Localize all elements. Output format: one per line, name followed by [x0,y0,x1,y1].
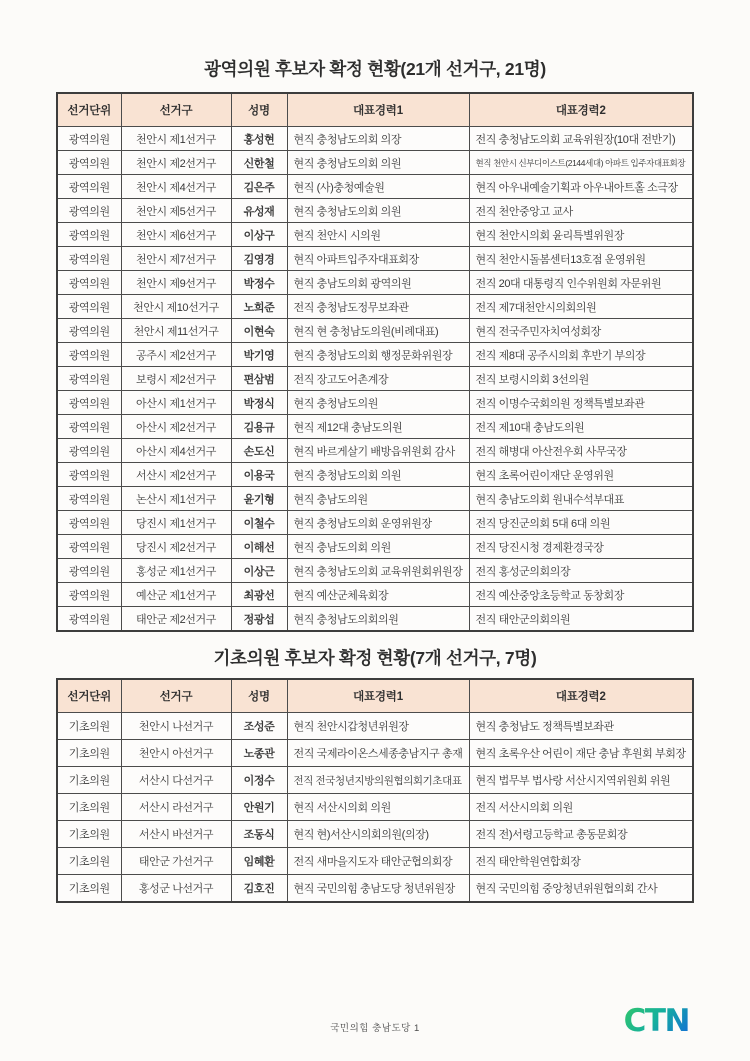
cell-district: 홍성군 제1선거구 [121,559,231,583]
cell-candidate-name: 이상구 [231,223,287,247]
cell-career-1: 현직 충남도의회 의원 [287,535,469,559]
cell-candidate-name: 신한철 [231,151,287,175]
cell-unit: 광역의원 [57,295,121,319]
column-header: 대표경력1 [287,93,469,127]
cell-district: 서산시 바선거구 [121,821,231,848]
table-row [57,415,693,439]
cell-unit: 광역의원 [57,319,121,343]
table-row [57,848,693,875]
cell-district: 아산시 제4선거구 [121,439,231,463]
cell-candidate-name: 최광선 [231,583,287,607]
cell-unit: 광역의원 [57,415,121,439]
table-row [57,767,693,794]
table-header-row [57,93,693,127]
cell-career-2: 전직 제10대 충남도의원 [469,415,693,439]
cell-career-2: 현직 아우내예술기획과 아우내아트홀 소극장 [469,175,693,199]
cell-district: 당진시 제2선거구 [121,535,231,559]
cell-candidate-name: 김영경 [231,247,287,271]
cell-district: 서산시 라선거구 [121,794,231,821]
cell-district: 천안시 나선거구 [121,713,231,740]
cell-candidate-name: 편삼범 [231,367,287,391]
column-header: 대표경력1 [287,679,469,713]
cell-unit: 광역의원 [57,391,121,415]
cell-district: 천안시 제1선거구 [121,127,231,151]
cell-unit: 광역의원 [57,151,121,175]
basic-candidates-table [56,678,694,903]
cell-district: 아산시 제1선거구 [121,391,231,415]
table-row [57,367,693,391]
cell-career-1: 현직 충청남도의회 의원 [287,151,469,175]
cell-career-2: 전직 전)서령고등학교 총동문회장 [469,821,693,848]
cell-candidate-name: 박정식 [231,391,287,415]
column-header: 성명 [231,93,287,127]
cell-candidate-name: 이해선 [231,535,287,559]
cell-district: 천안시 제11선거구 [121,319,231,343]
cell-career-2: 전직 천안중앙고 교사 [469,199,693,223]
cell-district: 당진시 제1선거구 [121,511,231,535]
table-row [57,583,693,607]
cell-career-1: 현직 제12대 충남도의원 [287,415,469,439]
cell-unit: 기초의원 [57,767,121,794]
cell-district: 태안군 가선거구 [121,848,231,875]
cell-unit: 광역의원 [57,607,121,632]
cell-career-1: 현직 아파트입주자대표회장 [287,247,469,271]
cell-career-2: 전직 20대 대통령직 인수위원회 자문위원 [469,271,693,295]
cell-district: 아산시 제2선거구 [121,415,231,439]
cell-career-2: 전직 제8대 공주시의회 후반기 부의장 [469,343,693,367]
cell-career-2: 전직 당진시청 경제환경국장 [469,535,693,559]
cell-career-2: 현직 전국주민자치여성회장 [469,319,693,343]
cell-district: 천안시 제9선거구 [121,271,231,295]
cell-district: 천안시 제6선거구 [121,223,231,247]
cell-unit: 기초의원 [57,848,121,875]
cell-unit: 광역의원 [57,559,121,583]
cell-candidate-name: 조동식 [231,821,287,848]
cell-career-2: 전직 충청남도의회 교육위원장(10대 전반기) [469,127,693,151]
table-row [57,391,693,415]
column-header: 성명 [231,679,287,713]
cell-candidate-name: 안원기 [231,794,287,821]
cell-career-1: 현직 서산시의회 의원 [287,794,469,821]
table-row [57,607,693,632]
cell-candidate-name: 정광섭 [231,607,287,632]
cell-career-2: 전직 제7대천안시의회의원 [469,295,693,319]
column-header: 선거단위 [57,679,121,713]
cell-career-2: 현직 천안시 신부디이스트(2144세대) 아파트 입주자대표회장 [469,151,693,175]
cell-unit: 광역의원 [57,535,121,559]
cell-candidate-name: 박기영 [231,343,287,367]
table-row [57,439,693,463]
table-row [57,511,693,535]
cell-candidate-name: 이용국 [231,463,287,487]
column-header: 선거구 [121,93,231,127]
cell-unit: 광역의원 [57,439,121,463]
cell-unit: 광역의원 [57,367,121,391]
cell-career-2: 현직 국민의힘 중앙청년위원협의회 간사 [469,875,693,903]
cell-candidate-name: 이상근 [231,559,287,583]
table-body [57,713,693,903]
cell-candidate-name: 이현숙 [231,319,287,343]
cell-unit: 기초의원 [57,740,121,767]
cell-district: 천안시 제10선거구 [121,295,231,319]
table-row [57,713,693,740]
cell-career-2: 전직 해병대 아산전우회 사무국장 [469,439,693,463]
cell-district: 홍성군 나선거구 [121,875,231,903]
cell-unit: 광역의원 [57,583,121,607]
cell-candidate-name: 이철수 [231,511,287,535]
cell-district: 보령시 제2선거구 [121,367,231,391]
cell-district: 공주시 제2선거구 [121,343,231,367]
table-row [57,175,693,199]
cell-career-2: 현직 천안시의회 윤리특별위원장 [469,223,693,247]
cell-career-1: 현직 충남도의원 [287,487,469,511]
cell-district: 천안시 제2선거구 [121,151,231,175]
cell-candidate-name: 임혜환 [231,848,287,875]
table-row [57,463,693,487]
cell-unit: 광역의원 [57,127,121,151]
cell-unit: 기초의원 [57,794,121,821]
cell-unit: 광역의원 [57,247,121,271]
cell-district: 논산시 제1선거구 [121,487,231,511]
cell-career-1: 현직 충남도의회 광역의원 [287,271,469,295]
table-row [57,295,693,319]
cell-career-1: 현직 천안시 시의원 [287,223,469,247]
footer-page-label: 국민의힘 충남도당 1 [330,1023,420,1034]
ctn-logo: CTN [623,1003,689,1039]
cell-unit: 광역의원 [57,343,121,367]
cell-district: 천안시 아선거구 [121,740,231,767]
table-row [57,343,693,367]
cell-unit: 광역의원 [57,463,121,487]
table-row [57,740,693,767]
cell-career-2: 전직 보령시의회 3선의원 [469,367,693,391]
provincial-table-title: 광역의원 후보자 확정 현황(21개 선거구, 21명) [204,59,546,79]
cell-career-1: 현직 현 충청남도의원(비례대표) [287,319,469,343]
cell-district: 천안시 제7선거구 [121,247,231,271]
cell-career-2: 현직 법무부 법사랑 서산시지역위원회 위원 [469,767,693,794]
cell-district: 서산시 다선거구 [121,767,231,794]
column-header: 선거단위 [57,93,121,127]
cell-career-2: 전직 태안군의회의원 [469,607,693,632]
cell-career-1: 현직 현)서산시의회의원(의장) [287,821,469,848]
cell-career-2: 전직 예산중앙초등학교 동창회장 [469,583,693,607]
cell-career-1: 전직 새마을지도자 태안군협의회장 [287,848,469,875]
cell-unit: 기초의원 [57,713,121,740]
cell-career-1: 현직 충청남도의회의원 [287,607,469,632]
cell-career-1: 현직 천안시갑청년위원장 [287,713,469,740]
cell-district: 천안시 제4선거구 [121,175,231,199]
cell-career-2: 전직 당진군의회 5대 6대 의원 [469,511,693,535]
cell-career-2: 전직 홍성군의회의장 [469,559,693,583]
cell-career-1: 전직 충청남도정무보좌관 [287,295,469,319]
provincial-candidates-table [56,92,694,632]
cell-candidate-name: 노희준 [231,295,287,319]
cell-candidate-name: 홍성현 [231,127,287,151]
cell-career-1: 현직 예산군체육회장 [287,583,469,607]
cell-candidate-name: 김용규 [231,415,287,439]
basic-table-title: 기초의원 후보자 확정 현황(7개 선거구, 7명) [213,648,537,668]
cell-candidate-name: 노종관 [231,740,287,767]
cell-unit: 기초의원 [57,821,121,848]
cell-candidate-name: 조성준 [231,713,287,740]
table-row [57,223,693,247]
table-body [57,127,693,632]
table-row [57,559,693,583]
cell-career-1: 전직 전국청년지방의원협의회기초대표 [287,767,469,794]
cell-career-1: 현직 충청남도의원 [287,391,469,415]
cell-career-1: 현직 충청남도의회 운영위원장 [287,511,469,535]
cell-career-1: 전직 국제라이온스세종충남지구 총재 [287,740,469,767]
column-header: 대표경력2 [469,679,693,713]
table-row [57,271,693,295]
table-row [57,875,693,903]
cell-career-2: 전직 태안학원연합회장 [469,848,693,875]
cell-unit: 광역의원 [57,199,121,223]
cell-district: 예산군 제1선거구 [121,583,231,607]
cell-candidate-name: 윤기형 [231,487,287,511]
cell-unit: 기초의원 [57,875,121,903]
cell-career-1: 현직 바르게살기 배방읍위원회 감사 [287,439,469,463]
cell-unit: 광역의원 [57,511,121,535]
cell-candidate-name: 유성재 [231,199,287,223]
cell-candidate-name: 김호진 [231,875,287,903]
cell-unit: 광역의원 [57,175,121,199]
cell-district: 천안시 제5선거구 [121,199,231,223]
cell-unit: 광역의원 [57,271,121,295]
cell-career-1: 현직 충청남도의회 의장 [287,127,469,151]
cell-career-1: 현직 충청남도의회 행정문화위원장 [287,343,469,367]
table-row [57,487,693,511]
cell-career-2: 전직 이명수국회의원 정책특별보좌관 [469,391,693,415]
column-header: 선거구 [121,679,231,713]
table-row [57,794,693,821]
cell-district: 서산시 제2선거구 [121,463,231,487]
table-row [57,535,693,559]
cell-candidate-name: 이정수 [231,767,287,794]
cell-career-2: 현직 천안시돌봄센터13호점 운영위원 [469,247,693,271]
cell-district: 태안군 제2선거구 [121,607,231,632]
cell-career-1: 현직 국민의힘 충남도당 청년위원장 [287,875,469,903]
table-row [57,247,693,271]
cell-career-2: 현직 초록우산 어린이 재단 충남 후원회 부회장 [469,740,693,767]
cell-candidate-name: 손도신 [231,439,287,463]
cell-candidate-name: 김은주 [231,175,287,199]
cell-career-1: 현직 (사)충청예술원 [287,175,469,199]
cell-career-1: 전직 장고도어촌계장 [287,367,469,391]
cell-unit: 광역의원 [57,487,121,511]
table-row [57,199,693,223]
table-row [57,151,693,175]
cell-career-2: 전직 서산시의회 의원 [469,794,693,821]
cell-career-2: 현직 충청남도 정책특별보좌관 [469,713,693,740]
cell-candidate-name: 박정수 [231,271,287,295]
cell-career-1: 현직 충청남도의회 교육위원회위원장 [287,559,469,583]
table-row [57,319,693,343]
column-header: 대표경력2 [469,93,693,127]
table-row [57,821,693,848]
cell-career-2: 현직 초록어린이재단 운영위원 [469,463,693,487]
cell-career-1: 현직 충청남도의회 의원 [287,463,469,487]
cell-career-2: 현직 충남도의회 원내수석부대표 [469,487,693,511]
table-header-row [57,679,693,713]
cell-unit: 광역의원 [57,223,121,247]
cell-career-1: 현직 충청남도의회 의원 [287,199,469,223]
table-row [57,127,693,151]
